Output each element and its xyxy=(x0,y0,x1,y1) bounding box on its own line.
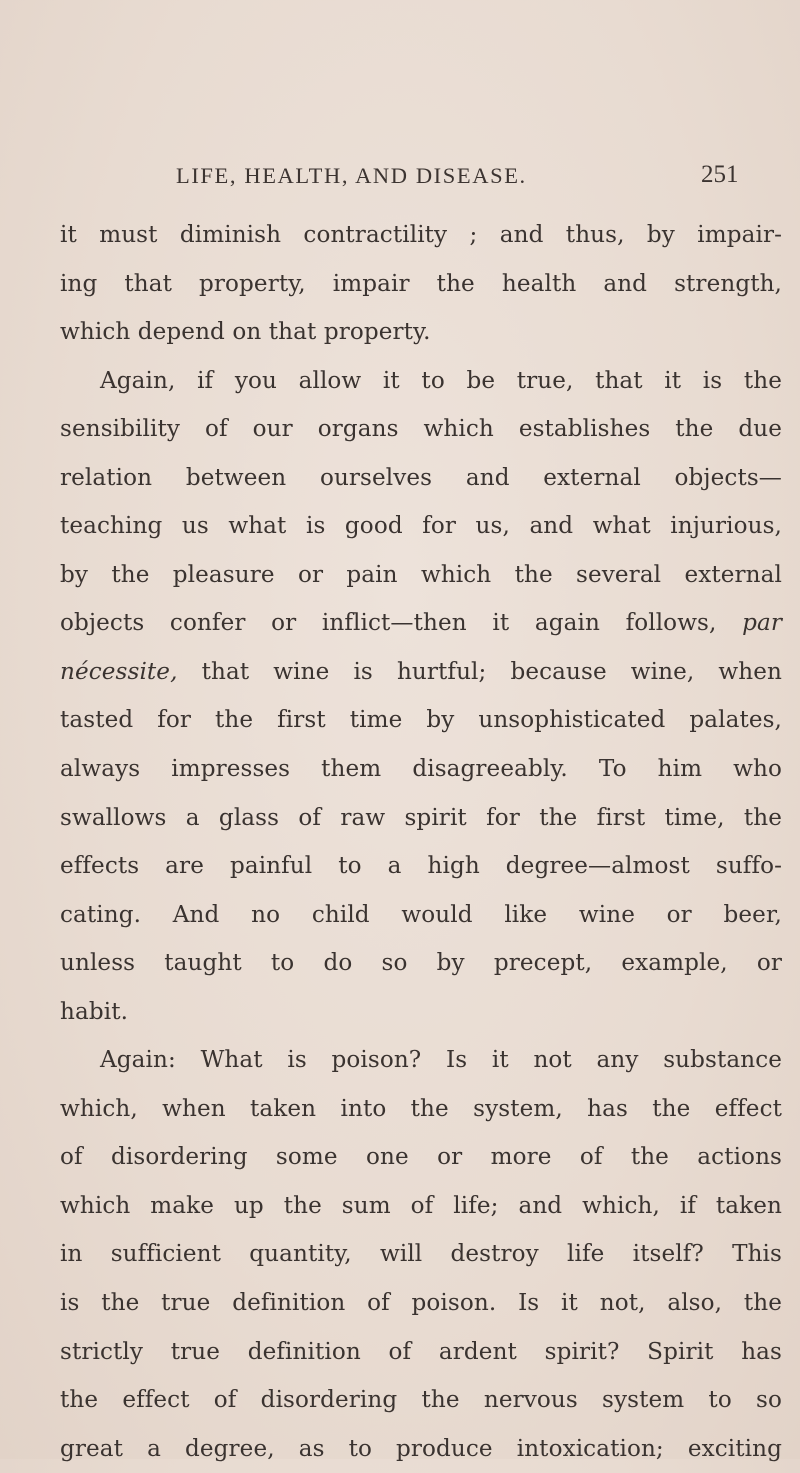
text-line: sensibility of our organs which establishes the due xyxy=(60,416,782,443)
text-line: habit. xyxy=(60,998,129,1025)
text-line: Again, if you allow it to be true, that it is the xyxy=(100,367,782,394)
text-line: cating. And no child would like wine or beer, xyxy=(60,901,782,928)
text-line: ing that property, impair the health and strength, xyxy=(60,270,782,297)
text-line: objects confer or inflict—then it again follows, par xyxy=(60,610,782,637)
text-line: nécessite, that wine is hurtful; because wine, when xyxy=(60,658,782,685)
text-line: of disordering some one or more of the actions xyxy=(60,1144,782,1171)
text-line: effects are painful to a high degree—almost suffo- xyxy=(60,853,782,880)
italic-phrase: nécessite, xyxy=(60,658,178,685)
text-line: strictly true definition of ardent spirit? Spirit has xyxy=(60,1338,782,1365)
text-line: which, when taken into the system, has the effect xyxy=(60,1095,782,1122)
text-line: which depend on that property. xyxy=(60,319,431,346)
text-line: relation between ourselves and external objects— xyxy=(60,464,782,491)
text-line: tasted for the first time by unsophisticated palates, xyxy=(60,707,782,734)
running-head xyxy=(0,163,800,203)
text-line: is the true definition of poison. Is it not, also, the xyxy=(60,1290,782,1317)
text-line: in sufficient quantity, will destroy life itself? This xyxy=(60,1241,782,1268)
text-line: teaching us what is good for us, and what injurious, xyxy=(60,513,782,540)
text-line: Again: What is poison? Is it not any substance xyxy=(100,1047,782,1074)
text-line: great a degree, as to produce intoxication; exciting xyxy=(60,1435,782,1462)
text-line: always impresses them disagreeably. To him who xyxy=(60,756,782,783)
text-line: swallows a glass of raw spirit for the first time, the xyxy=(60,804,782,831)
text-line: which make up the sum of life; and which, if taken xyxy=(60,1192,782,1219)
page-number: 251 xyxy=(701,161,739,188)
text-line: it must diminish contractility ; and thus, by impair- xyxy=(60,222,782,248)
body-text xyxy=(60,211,782,1473)
text-line: unless taught to do so by precept, example, or xyxy=(60,950,782,977)
text-line: by the pleasure or pain which the several external xyxy=(60,561,782,588)
running-title: LIFE, HEALTH, AND DISEASE. xyxy=(176,163,527,188)
text-line: the effect of disordering the nervous system to so xyxy=(60,1387,782,1414)
italic-phrase: par xyxy=(742,610,782,637)
